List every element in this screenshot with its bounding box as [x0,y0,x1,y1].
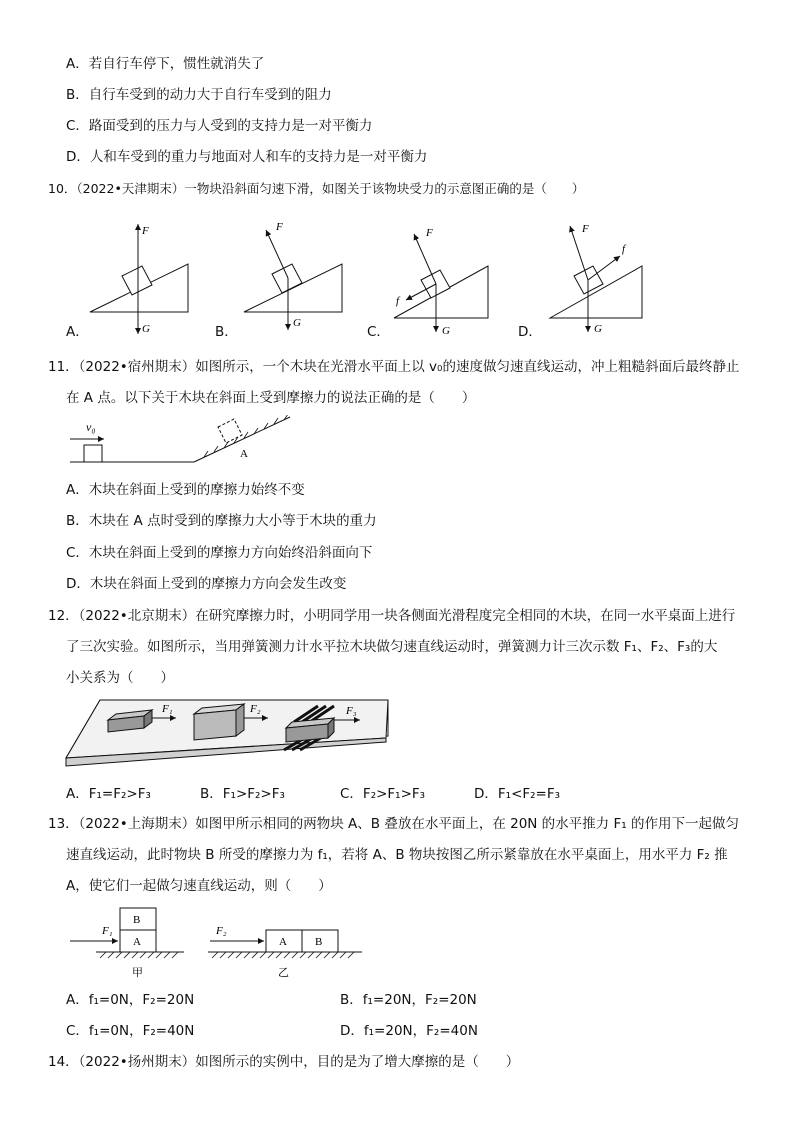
q11-option-b: B．木块在 A 点时受到的摩擦力大小等于木块的重力 [66,513,377,529]
q13-stem-line3: A，使它们一起做匀速直线运动，则（ ） [66,878,332,894]
q12-option-b: B．F₁>F₂>F₃ [200,786,285,802]
q13-yi-F2: F₂ [216,925,227,937]
q12-stem-line1: 12．（2022•北京期末）在研究摩擦力时，小明同学用一块各侧面光滑程度完全相同的木块，在同一水平桌面上进行 [48,608,736,624]
q11-option-c: C．木块在斜面上受到的摩擦力方向始终沿斜面向下 [66,545,373,561]
q11-stem-line2: 在 A 点。以下关于木块在斜面上受到摩擦力的说法正确的是（ ） [66,390,476,406]
q12-stem-line2: 了三次实验。如图所示，当用弹簧测力计水平拉木块做匀速直线运动时，弹簧测力计三次示数 F₁、F₂、F₃的大 [66,639,718,655]
q11-option-a: A．木块在斜面上受到的摩擦力始终不变 [66,482,305,498]
q9-option-c: C．路面受到的压力与人受到的支持力是一对平衡力 [66,118,373,134]
q13-stem-line1: 13．（2022•上海期末）如图甲所示相同的两物块 A、B 叠放在水平面上，在 20N 的水平推力 F₁ 的作用下一起做匀 [48,816,739,832]
q11-figure [66,415,306,475]
q10-diagram-a [90,224,188,335]
q10-a-G: G [142,323,150,335]
q10-diagram-b [244,221,342,330]
q10-figure [60,212,780,342]
q12-fig-F3: F₃ [346,705,357,717]
q13-option-d: D．f₁=20N，F₂=40N [340,1023,478,1039]
q10-b-G: G [293,317,301,329]
q12-fig-F2: F₂ [250,703,261,715]
q10-d-f: f [622,243,626,255]
q10-d-F: F [582,223,589,235]
q12-figure [64,696,394,772]
q13-jia-B: B [133,914,141,926]
q10-label-a: A． [66,324,89,340]
q13-yi-A: A [279,936,287,948]
q13-jia-A: A [133,936,141,948]
q12-option-a: A．F₁=F₂>F₃ [66,786,151,802]
q10-stem: 10．（2022•天津期末）一物块沿斜面匀速下滑，如图关于该物块受力的示意图正确的是（ ） [48,181,585,196]
q11-stem-line1: 11．（2022•宿州期末）如图所示，一个木块在光滑水平面上以 v₀的速度做匀速直线运动，冲上粗糙斜面后最终静止 [48,359,740,375]
q14-stem: 14．（2022•扬州期末）如图所示的实例中，目的是为了增大摩擦的是（ ） [48,1054,520,1070]
q10-a-F: F [142,225,149,237]
q10-diagram-c [394,227,488,337]
q13-option-b: B．f₁=20N，F₂=20N [340,992,477,1008]
q11-option-d: D．木块在斜面上受到的摩擦力方向会发生改变 [66,576,347,592]
q13-caption-jia: 甲 [132,967,143,979]
q13-option-a: A．f₁=0N，F₂=20N [66,992,195,1008]
q10-c-G: G [442,325,450,337]
q10-diagram-d [550,223,642,335]
q9-option-a: A．若自行车停下，惯性就消失了 [66,56,265,72]
q13-option-c: C．f₁=0N，F₂=40N [66,1023,195,1039]
q12-fig-F1: F₁ [162,703,173,715]
q12-option-c: C．F₂>F₁>F₃ [340,786,426,802]
q10-b-F: F [276,221,283,233]
q10-label-c: C． [367,324,390,340]
q13-yi-B: B [315,936,323,948]
q13-caption-yi: 乙 [278,967,289,979]
q9-option-d: D．人和车受到的重力与地面对人和车的支持力是一对平衡力 [66,149,428,165]
q10-c-F: F [426,227,433,239]
q10-d-G: G [594,323,602,335]
q12-option-d: D．F₁<F₂=F₃ [474,786,561,802]
q11-fig-v0: v₀ [86,420,96,434]
q13-jia-F1: F₁ [102,925,113,937]
q10-c-f: f [396,295,400,307]
q10-label-d: D． [518,324,542,340]
q13-figure [66,904,366,982]
q13-stem-line2: 速直线运动，此时物块 B 所受的摩擦力为 f₁，若将 A、B 物块按图乙所示紧靠放在水平桌面上，用水平力 F₂ 推 [66,847,728,863]
q9-option-b: B．自行车受到的动力大于自行车受到的阻力 [66,87,332,103]
q10-label-b: B． [215,324,238,340]
q11-fig-A: A [240,448,248,460]
q12-stem-line3: 小关系为（ ） [66,670,174,686]
